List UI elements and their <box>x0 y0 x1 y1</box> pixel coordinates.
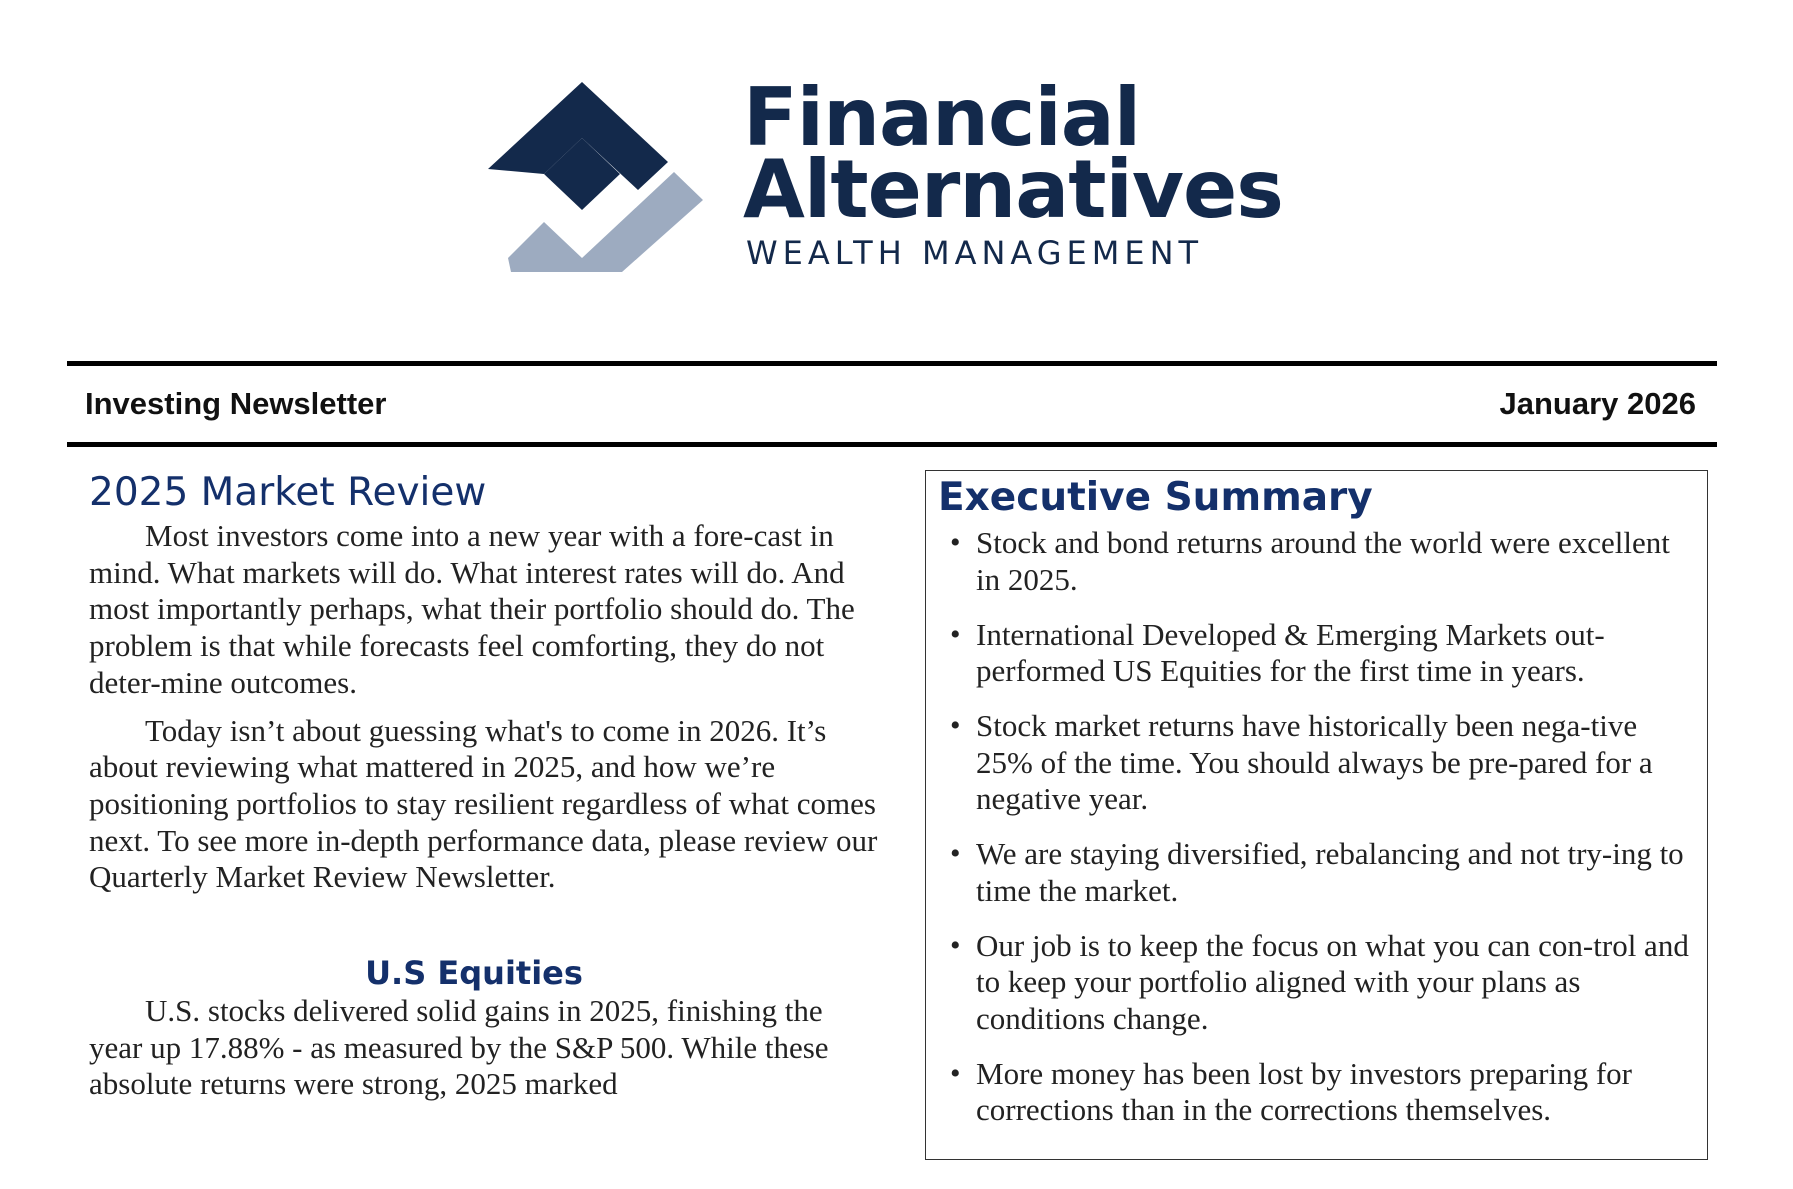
bullet-icon: • <box>950 1056 961 1090</box>
header-bottom-rule <box>67 442 1717 447</box>
logo-line-alternatives: Alternatives <box>743 143 1283 236</box>
logo-line-wealth-management: WEALTH MANAGEMENT <box>746 234 1204 272</box>
summary-item-text: Our job is to keep the focus on what you can con-trol and to keep your portfolio aligned with your plans as conditions change. <box>976 927 1689 1036</box>
newsletter-name: Investing Newsletter <box>85 386 387 421</box>
executive-summary-list <box>926 525 1707 1147</box>
market-review-body <box>89 518 879 896</box>
logo-line-financial: Financial <box>743 71 1141 164</box>
list-item <box>926 836 1707 909</box>
list-item <box>926 708 1707 818</box>
bullet-icon: • <box>950 526 961 559</box>
summary-item-text: International Developed & Emerging Markets out-performed US Equities for the first time in years. <box>976 616 1605 688</box>
header-top-rule <box>67 361 1717 366</box>
list-item <box>926 1056 1707 1129</box>
bullet-icon: • <box>950 928 961 962</box>
diamond-logo-icon <box>488 82 733 272</box>
market-review-paragraph-1: Most investors come into a new year with a fore-cast in mind. What markets will do. What interest rates will do. And most importantly perhaps, what their portfolio should do. The problem is that while forecasts feel comforting, they do not deter-mine outcomes. <box>89 518 855 700</box>
newsletter-date: January 2026 <box>1499 386 1696 421</box>
logo-wordmark <box>743 71 1283 272</box>
market-review-paragraph-2: Today isn’t about guessing what's to come in 2026. It’s about reviewing what mattered in 2025, and how we’re positioning portfolios to stay resilient regardless of what comes next. To see more in-depth performance data, please review our Quarterly Market Review Newsletter. <box>89 712 878 895</box>
bullet-icon: • <box>950 709 961 742</box>
bullet-icon: • <box>950 617 961 651</box>
us-equities-paragraph: U.S. stocks delivered solid gains in 2025, finishing the year up 17.88% - as measured by the S&P 500. While these absolute returns were strong, 2025 marked <box>89 993 829 1102</box>
executive-summary-box <box>925 470 1708 1160</box>
list-item <box>926 525 1707 598</box>
executive-summary-title: Executive Summary <box>938 475 1373 520</box>
summary-item-text: Stock and bond returns around the world were excellent in 2025. <box>976 525 1670 597</box>
summary-item-text: More money has been lost by investors preparing for corrections than in the corrections themselves. <box>976 1055 1633 1127</box>
list-item <box>926 928 1707 1038</box>
summary-item-text: We are staying diversified, rebalancing and not try-ing to time the market. <box>976 836 1684 908</box>
us-equities-title: U.S Equities <box>365 954 583 993</box>
summary-item-text: Stock market returns have historically been nega-tive 25% of the time. You should always be pre-pared for a negative year. <box>976 708 1653 816</box>
main-column <box>89 468 879 1103</box>
list-item <box>926 617 1707 690</box>
market-review-title: 2025 Market Review <box>89 470 487 515</box>
bullet-icon: • <box>950 837 961 870</box>
company-logo <box>488 71 1288 282</box>
us-equities-body <box>89 993 879 1103</box>
